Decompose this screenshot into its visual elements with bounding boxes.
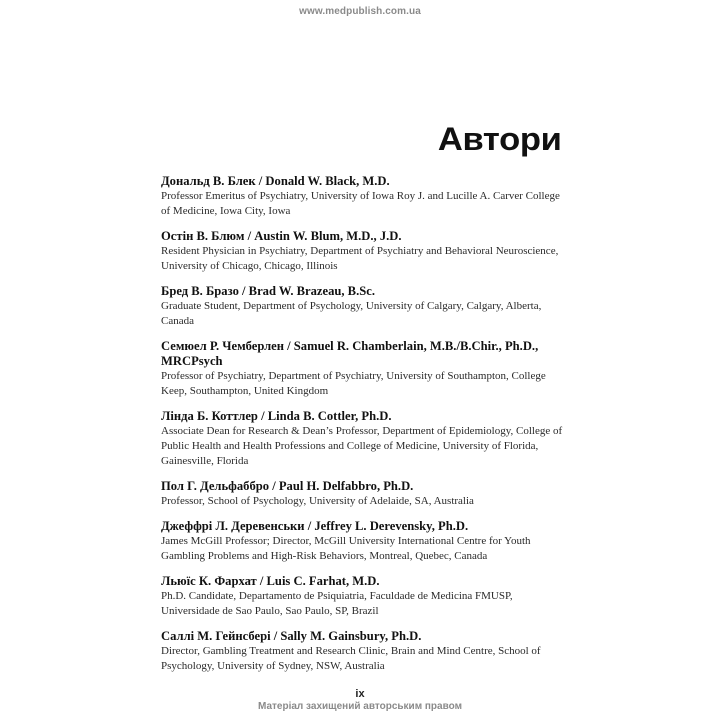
page-title: Автори [438,121,562,157]
author-entry [161,174,571,219]
author-entry [161,574,571,619]
author-entry [161,479,571,509]
author-entry [161,409,571,469]
header-watermark: www.medpublish.com.ua [299,6,421,17]
footer-watermark: Матеріал захищений авторським правом [258,701,462,712]
author-name: Джеффрі Л. Деревенськи / Jeffrey L. Derevensky, Ph.D. [161,519,469,533]
author-name: Пол Г. Дельфаббро / Paul H. Delfabbro, Ph.D. [161,479,414,493]
author-affiliation: Professor Emeritus of Psychiatry, University of Iowa Roy J. and Lucille A. Carver College of Medicine, Iowa City, Iowa [161,190,560,217]
author-affiliation: James McGill Professor; Director, McGill University International Centre for Youth Gambling Problems and High-Risk Behaviors, Montreal, Quebec, Canada [161,535,531,562]
author-affiliation: Director, Gambling Treatment and Research Clinic, Brain and Mind Centre, School of Psychology, University of Sydney, NSW, Australia [161,645,541,672]
author-affiliation: Graduate Student, Department of Psychology, University of Calgary, Calgary, Alberta, Canada [161,300,542,327]
authors-list [161,174,571,684]
author-name: Льюїс К. Фархат / Luis C. Farhat, M.D. [161,574,380,588]
author-name: Лінда Б. Коттлер / Linda B. Cottler, Ph.D. [161,409,392,423]
page-number: ix [355,688,365,700]
author-name: Бред В. Бразо / Brad W. Brazeau, B.Sc. [161,284,375,298]
author-name: Саллі М. Гейнсбері / Sally M. Gainsbury, Ph.D. [161,629,422,643]
author-affiliation: Resident Physician in Psychiatry, Department of Psychiatry and Behavioral Neuroscience, University of Chicago, Chicago, Illinois [161,245,559,272]
author-entry [161,339,571,399]
author-name: Семюел Р. Чемберлен / Samuel R. Chamberlain, M.B./B.Chir., Ph.D., MRCPsych [161,339,539,368]
author-entry [161,284,571,329]
author-affiliation: Professor of Psychiatry, Department of Psychiatry, University of Southampton, College Keep, Southampton, United Kingdom [161,370,546,397]
author-name: Остін В. Блюм / Austin W. Blum, M.D., J.D. [161,229,402,243]
author-affiliation: Associate Dean for Research & Dean’s Professor, Department of Epidemiology, College of Public Health and Health Professions and College of Medicine, University of Florida, Gainesville, Florida [161,425,563,467]
author-affiliation: Professor, School of Psychology, University of Adelaide, SA, Australia [161,495,474,507]
author-name: Дональд В. Блек / Donald W. Black, M.D. [161,174,390,188]
author-entry [161,519,571,564]
author-entry [161,229,571,274]
author-affiliation: Ph.D. Candidate, Departamento de Psiquiatria, Faculdade de Medicina FMUSP, Universidade de Sao Paulo, Sao Paulo, SP, Brazil [161,590,513,617]
author-entry [161,629,571,674]
